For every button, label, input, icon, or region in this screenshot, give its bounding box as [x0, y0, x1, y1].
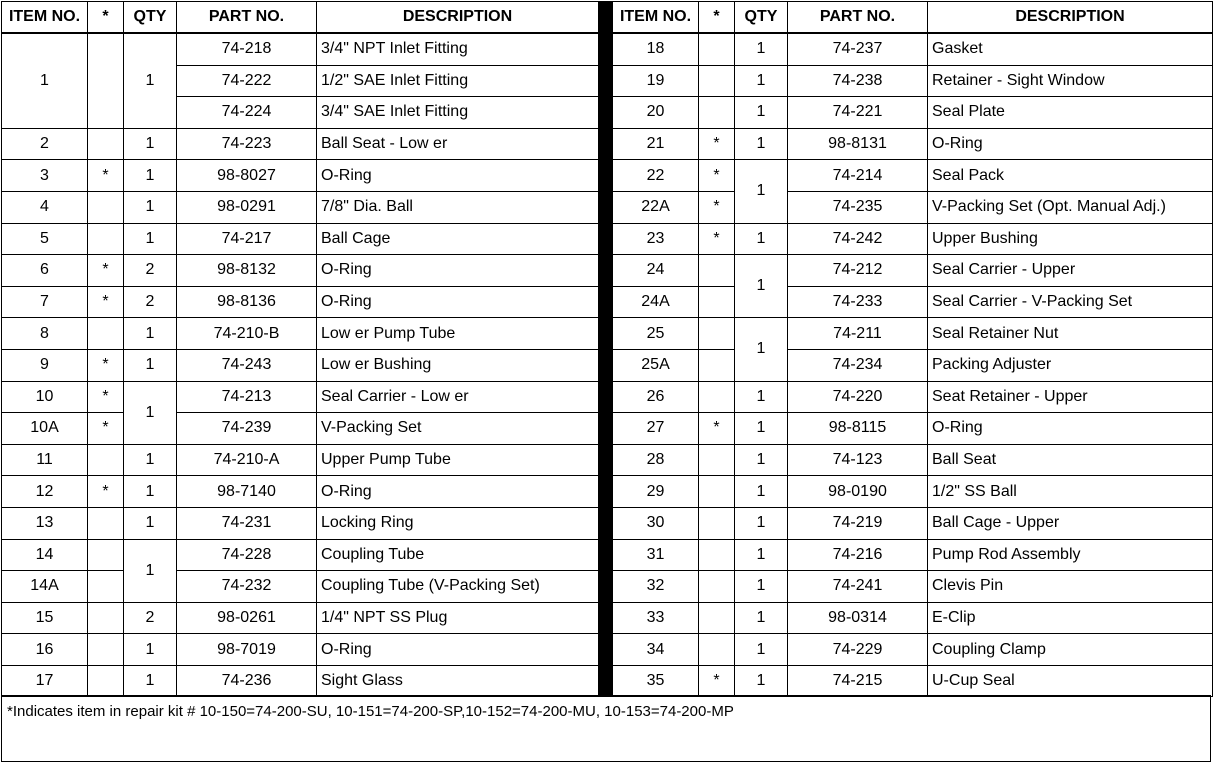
qty-cell: 1	[735, 634, 788, 666]
item-no-cell: 22	[613, 160, 699, 192]
kit-marker-cell: *	[88, 381, 124, 413]
part-no-cell: 74-231	[177, 507, 317, 539]
qty-cell: 1	[735, 476, 788, 508]
part-no-cell: 98-7019	[177, 634, 317, 666]
description-cell: O-Ring	[317, 476, 599, 508]
header-part-no: PART NO.	[788, 2, 928, 34]
item-no-cell: 18	[613, 33, 699, 65]
description-cell: Seat Retainer - Upper	[928, 381, 1213, 413]
part-no-cell: 74-212	[788, 255, 928, 287]
item-no-cell: 21	[613, 128, 699, 160]
table-row	[613, 318, 1213, 350]
item-no-cell: 1	[2, 33, 88, 128]
part-no-cell: 74-234	[788, 349, 928, 381]
description-cell: O-Ring	[317, 160, 599, 192]
parts-table-right-body	[613, 33, 1213, 697]
description-cell: 3/4" NPT Inlet Fitting	[317, 33, 599, 65]
item-no-cell: 15	[2, 602, 88, 634]
item-no-cell: 14	[2, 539, 88, 571]
qty-cell: 1	[735, 665, 788, 697]
part-no-cell: 74-242	[788, 223, 928, 255]
part-no-cell: 74-220	[788, 381, 928, 413]
qty-cell: 1	[735, 444, 788, 476]
part-no-cell: 98-8136	[177, 286, 317, 318]
qty-cell: 1	[735, 255, 788, 318]
item-no-cell: 26	[613, 381, 699, 413]
item-no-cell: 3	[2, 160, 88, 192]
header-item-no: ITEM NO.	[2, 2, 88, 34]
part-no-cell: 98-7140	[177, 476, 317, 508]
table-row	[613, 381, 1213, 413]
part-no-cell: 74-218	[177, 33, 317, 65]
qty-cell: 1	[735, 507, 788, 539]
qty-cell: 1	[124, 318, 177, 350]
kit-marker-cell: *	[88, 413, 124, 445]
table-row	[2, 381, 599, 413]
description-cell: Ball Cage - Upper	[928, 507, 1213, 539]
description-cell: V-Packing Set	[317, 413, 599, 445]
kit-marker-cell	[699, 65, 735, 97]
footnote-box	[1, 695, 1211, 762]
description-cell: Coupling Tube	[317, 539, 599, 571]
description-cell: 7/8" Dia. Ball	[317, 191, 599, 223]
item-no-cell: 32	[613, 571, 699, 603]
description-cell: Seal Carrier - V-Packing Set	[928, 286, 1213, 318]
item-no-cell: 5	[2, 223, 88, 255]
part-no-cell: 98-0261	[177, 602, 317, 634]
kit-marker-cell	[699, 349, 735, 381]
part-no-cell: 74-211	[788, 318, 928, 350]
table-header-row	[613, 2, 1213, 34]
table-row	[2, 634, 599, 666]
item-no-cell: 25	[613, 318, 699, 350]
kit-marker-cell: *	[699, 128, 735, 160]
item-no-cell: 30	[613, 507, 699, 539]
header-kit-marker: *	[88, 2, 124, 34]
table-row	[2, 128, 599, 160]
qty-cell: 1	[124, 349, 177, 381]
kit-marker-cell: *	[88, 160, 124, 192]
table-header-row	[2, 2, 599, 34]
kit-marker-cell	[88, 602, 124, 634]
part-no-cell: 74-217	[177, 223, 317, 255]
table-row	[2, 476, 599, 508]
part-no-cell: 74-228	[177, 539, 317, 571]
qty-cell: 1	[735, 97, 788, 129]
part-no-cell: 74-236	[177, 665, 317, 697]
table-row	[613, 476, 1213, 508]
item-no-cell: 31	[613, 539, 699, 571]
column-divider	[599, 1, 612, 695]
header-description: DESCRIPTION	[928, 2, 1213, 34]
part-no-cell: 74-219	[788, 507, 928, 539]
kit-marker-cell	[88, 33, 124, 128]
table-row	[2, 33, 599, 65]
repair-kit-footnote: *Indicates item in repair kit # 10-150=74-200-SU, 10-151=74-200-SP,10-152=74-200-MU, 10-153=74-200-MP	[7, 703, 734, 720]
description-cell: O-Ring	[317, 634, 599, 666]
kit-marker-cell	[699, 507, 735, 539]
description-cell: Low er Pump Tube	[317, 318, 599, 350]
description-cell: Gasket	[928, 33, 1213, 65]
part-no-cell: 98-8115	[788, 413, 928, 445]
header-description: DESCRIPTION	[317, 2, 599, 34]
kit-marker-cell	[88, 507, 124, 539]
item-no-cell: 19	[613, 65, 699, 97]
description-cell: O-Ring	[317, 255, 599, 287]
table-row	[613, 33, 1213, 65]
kit-marker-cell	[699, 476, 735, 508]
table-row	[613, 65, 1213, 97]
description-cell: Clevis Pin	[928, 571, 1213, 603]
part-no-cell: 74-232	[177, 571, 317, 603]
kit-marker-cell	[699, 255, 735, 287]
table-row	[2, 444, 599, 476]
part-no-cell: 74-222	[177, 65, 317, 97]
kit-marker-cell	[699, 381, 735, 413]
description-cell: Packing Adjuster	[928, 349, 1213, 381]
description-cell: Sight Glass	[317, 665, 599, 697]
kit-marker-cell	[699, 97, 735, 129]
item-no-cell: 11	[2, 444, 88, 476]
part-no-cell: 74-216	[788, 539, 928, 571]
table-row	[2, 223, 599, 255]
item-no-cell: 4	[2, 191, 88, 223]
item-no-cell: 14A	[2, 571, 88, 603]
kit-marker-cell	[88, 128, 124, 160]
item-no-cell: 2	[2, 128, 88, 160]
description-cell: Locking Ring	[317, 507, 599, 539]
part-no-cell: 74-123	[788, 444, 928, 476]
part-no-cell: 98-0190	[788, 476, 928, 508]
description-cell: O-Ring	[317, 286, 599, 318]
kit-marker-cell: *	[699, 191, 735, 223]
table-row	[2, 539, 599, 571]
table-row	[2, 507, 599, 539]
table-row	[613, 444, 1213, 476]
item-no-cell: 7	[2, 286, 88, 318]
kit-marker-cell	[88, 571, 124, 603]
table-row	[2, 160, 599, 192]
kit-marker-cell	[699, 539, 735, 571]
item-no-cell: 35	[613, 665, 699, 697]
header-qty: QTY	[735, 2, 788, 34]
item-no-cell: 10	[2, 381, 88, 413]
header-qty: QTY	[124, 2, 177, 34]
qty-cell: 1	[735, 160, 788, 223]
part-no-cell: 74-243	[177, 349, 317, 381]
item-no-cell: 16	[2, 634, 88, 666]
part-no-cell: 74-235	[788, 191, 928, 223]
description-cell: Seal Retainer Nut	[928, 318, 1213, 350]
qty-cell: 1	[124, 634, 177, 666]
part-no-cell: 74-221	[788, 97, 928, 129]
description-cell: Pump Rod Assembly	[928, 539, 1213, 571]
kit-marker-cell: *	[699, 413, 735, 445]
table-row	[613, 97, 1213, 129]
table-row	[613, 191, 1213, 223]
table-row	[613, 255, 1213, 287]
table-row	[613, 539, 1213, 571]
item-no-cell: 9	[2, 349, 88, 381]
kit-marker-cell	[88, 223, 124, 255]
table-row	[613, 223, 1213, 255]
qty-cell: 1	[124, 191, 177, 223]
table-row	[2, 665, 599, 697]
header-item-no: ITEM NO.	[613, 2, 699, 34]
kit-marker-cell: *	[699, 223, 735, 255]
description-cell: 3/4" SAE Inlet Fitting	[317, 97, 599, 129]
kit-marker-cell	[88, 191, 124, 223]
header-part-no: PART NO.	[177, 2, 317, 34]
qty-cell: 1	[735, 33, 788, 65]
qty-cell: 1	[735, 413, 788, 445]
description-cell: Coupling Clamp	[928, 634, 1213, 666]
description-cell: O-Ring	[928, 413, 1213, 445]
item-no-cell: 28	[613, 444, 699, 476]
item-no-cell: 12	[2, 476, 88, 508]
kit-marker-cell	[88, 665, 124, 697]
part-no-cell: 74-224	[177, 97, 317, 129]
qty-cell: 1	[124, 444, 177, 476]
item-no-cell: 24	[613, 255, 699, 287]
item-no-cell: 24A	[613, 286, 699, 318]
kit-marker-cell	[699, 444, 735, 476]
table-row	[2, 191, 599, 223]
table-row	[2, 413, 599, 445]
description-cell: Upper Pump Tube	[317, 444, 599, 476]
qty-cell: 1	[124, 33, 177, 128]
kit-marker-cell: *	[88, 476, 124, 508]
part-no-cell: 74-213	[177, 381, 317, 413]
part-no-cell: 74-214	[788, 160, 928, 192]
kit-marker-cell	[88, 318, 124, 350]
qty-cell: 1	[124, 223, 177, 255]
kit-marker-cell	[699, 571, 735, 603]
qty-cell: 1	[735, 128, 788, 160]
item-no-cell: 17	[2, 665, 88, 697]
description-cell: O-Ring	[928, 128, 1213, 160]
part-no-cell: 98-0314	[788, 602, 928, 634]
description-cell: U-Cup Seal	[928, 665, 1213, 697]
qty-cell: 1	[735, 318, 788, 381]
item-no-cell: 6	[2, 255, 88, 287]
kit-marker-cell: *	[699, 665, 735, 697]
kit-marker-cell: *	[88, 255, 124, 287]
qty-cell: 1	[124, 160, 177, 192]
description-cell: Low er Bushing	[317, 349, 599, 381]
qty-cell: 1	[124, 128, 177, 160]
table-row	[2, 602, 599, 634]
description-cell: Seal Plate	[928, 97, 1213, 129]
part-no-cell: 74-241	[788, 571, 928, 603]
table-row	[613, 571, 1213, 603]
table-row	[613, 286, 1213, 318]
description-cell: E-Clip	[928, 602, 1213, 634]
description-cell: 1/4" NPT SS Plug	[317, 602, 599, 634]
part-no-cell: 74-223	[177, 128, 317, 160]
kit-marker-cell	[88, 634, 124, 666]
description-cell: Ball Seat	[928, 444, 1213, 476]
part-no-cell: 98-0291	[177, 191, 317, 223]
description-cell: Ball Cage	[317, 223, 599, 255]
table-row	[2, 318, 599, 350]
item-no-cell: 33	[613, 602, 699, 634]
item-no-cell: 25A	[613, 349, 699, 381]
part-no-cell: 74-233	[788, 286, 928, 318]
qty-cell: 1	[735, 602, 788, 634]
table-row	[2, 286, 599, 318]
qty-cell: 1	[124, 476, 177, 508]
qty-cell: 1	[735, 381, 788, 413]
table-row	[613, 665, 1213, 697]
kit-marker-cell: *	[88, 349, 124, 381]
kit-marker-cell	[88, 444, 124, 476]
description-cell: Ball Seat - Low er	[317, 128, 599, 160]
part-no-cell: 74-215	[788, 665, 928, 697]
parts-table-left	[1, 1, 599, 697]
kit-marker-cell	[699, 318, 735, 350]
table-row	[2, 571, 599, 603]
qty-cell: 1	[735, 571, 788, 603]
description-cell: Seal Pack	[928, 160, 1213, 192]
table-row	[613, 507, 1213, 539]
table-row	[613, 413, 1213, 445]
description-cell: 1/2" SAE Inlet Fitting	[317, 65, 599, 97]
item-no-cell: 27	[613, 413, 699, 445]
item-no-cell: 13	[2, 507, 88, 539]
table-row	[613, 160, 1213, 192]
item-no-cell: 34	[613, 634, 699, 666]
item-no-cell: 10A	[2, 413, 88, 445]
item-no-cell: 20	[613, 97, 699, 129]
table-row	[2, 349, 599, 381]
item-no-cell: 22A	[613, 191, 699, 223]
item-no-cell: 8	[2, 318, 88, 350]
kit-marker-cell	[699, 286, 735, 318]
description-cell: Retainer - Sight Window	[928, 65, 1213, 97]
kit-marker-cell: *	[88, 286, 124, 318]
description-cell: Seal Carrier - Low er	[317, 381, 599, 413]
part-no-cell: 74-237	[788, 33, 928, 65]
kit-marker-cell	[88, 539, 124, 571]
part-no-cell: 74-238	[788, 65, 928, 97]
kit-marker-cell	[699, 33, 735, 65]
part-no-cell: 98-8132	[177, 255, 317, 287]
table-row	[613, 634, 1213, 666]
description-cell: Seal Carrier - Upper	[928, 255, 1213, 287]
parts-table-left-body	[2, 33, 599, 697]
part-no-cell: 74-210-B	[177, 318, 317, 350]
qty-cell: 1	[124, 507, 177, 539]
parts-table-right	[612, 1, 1213, 697]
description-cell: Coupling Tube (V-Packing Set)	[317, 571, 599, 603]
part-no-cell: 74-229	[788, 634, 928, 666]
qty-cell: 1	[124, 665, 177, 697]
part-no-cell: 74-239	[177, 413, 317, 445]
qty-cell: 2	[124, 286, 177, 318]
part-no-cell: 74-210-A	[177, 444, 317, 476]
description-cell: Upper Bushing	[928, 223, 1213, 255]
table-row	[613, 128, 1213, 160]
qty-cell: 1	[735, 539, 788, 571]
qty-cell: 1	[124, 381, 177, 444]
qty-cell: 1	[735, 223, 788, 255]
kit-marker-cell	[699, 634, 735, 666]
qty-cell: 2	[124, 255, 177, 287]
qty-cell: 2	[124, 602, 177, 634]
qty-cell: 1	[735, 65, 788, 97]
kit-marker-cell: *	[699, 160, 735, 192]
kit-marker-cell	[699, 602, 735, 634]
qty-cell: 1	[124, 539, 177, 602]
item-no-cell: 29	[613, 476, 699, 508]
part-no-cell: 98-8131	[788, 128, 928, 160]
part-no-cell: 98-8027	[177, 160, 317, 192]
item-no-cell: 23	[613, 223, 699, 255]
description-cell: V-Packing Set (Opt. Manual Adj.)	[928, 191, 1213, 223]
table-row	[613, 602, 1213, 634]
table-row	[613, 349, 1213, 381]
description-cell: 1/2" SS Ball	[928, 476, 1213, 508]
header-kit-marker: *	[699, 2, 735, 34]
table-row	[2, 255, 599, 287]
